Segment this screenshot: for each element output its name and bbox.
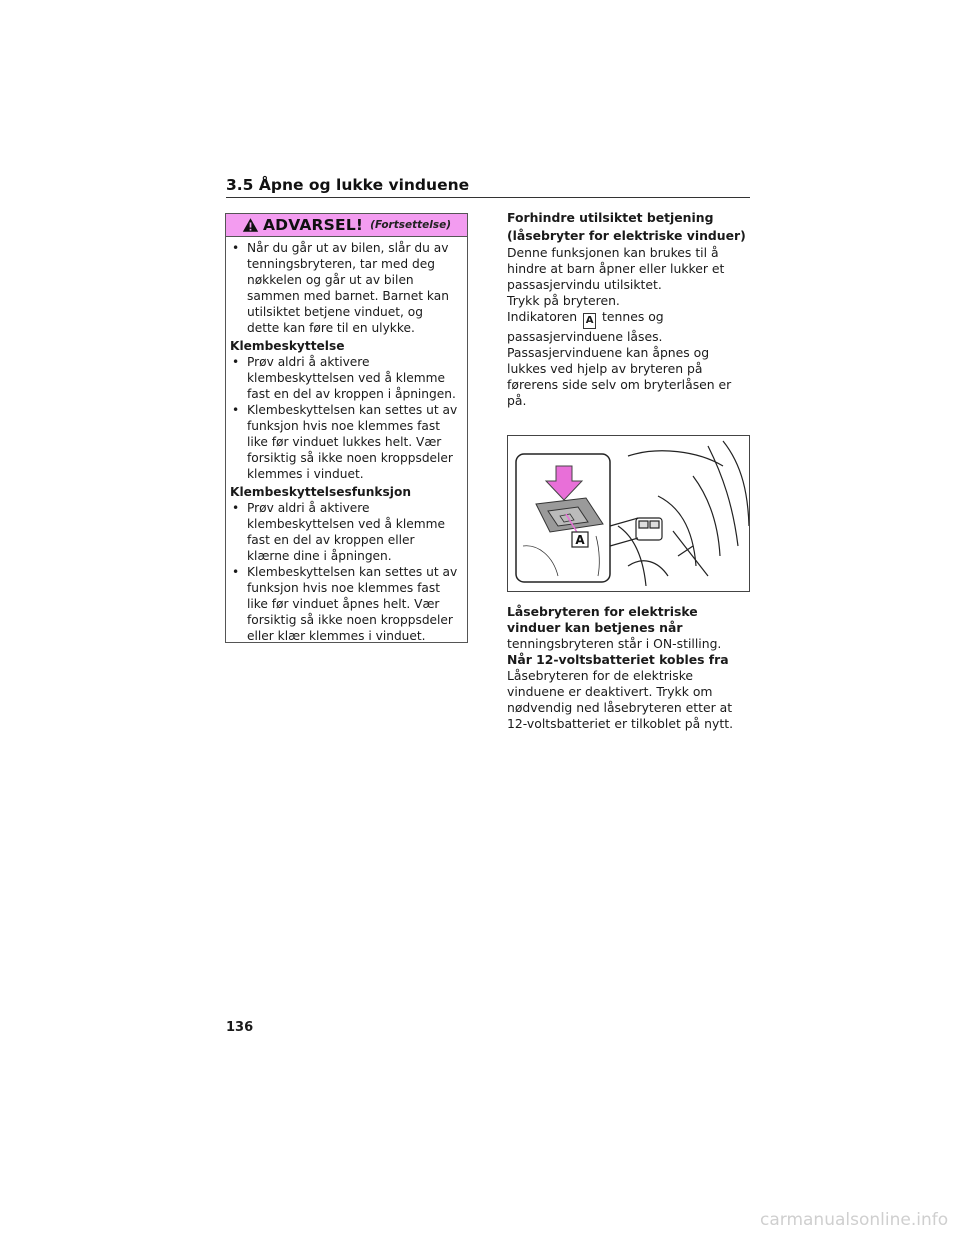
paragraph: Indikatoren A tennes og passasjervinduene låses. [507, 309, 664, 344]
list-item: • Prøv aldri å aktivere klembeskyttelsen ved å klemme fast en del av kroppen i åpningen. [232, 355, 456, 401]
right-column [507, 209, 751, 409]
section-title: Klembeskyttelse [230, 339, 345, 353]
section-heading: Låsebryteren for elektriske vinduer kan betjenes når [507, 604, 698, 635]
section-title: Klembeskyttelsesfunksjon [230, 485, 411, 499]
section-heading: Forhindre utilsiktet betjening (låsebryter for elektriske vinduer) [507, 210, 746, 243]
list-item: • Når du går ut av bilen, slår du av tenningsbryteren, tar med deg nøkkelen og går ut av bilen sammen med barnet. Barnet kan utilsiktet betjene vinduet, og dette kan føre til en ulykke. [232, 241, 449, 335]
watermark: carmanualsonline.info [760, 1210, 949, 1230]
figure-label: A [575, 533, 585, 547]
paragraph: Denne funksjonen kan brukes til å hindre at barn åpner eller lukker et passasjervindu utilsiktet. [507, 245, 725, 292]
warning-header [226, 214, 467, 237]
list-item: • Prøv aldri å aktivere klembeskyttelsen ved å klemme fast en del av kroppen eller klærne dine i åpningen. [232, 501, 445, 563]
paragraph: Låsebryteren for de elektriske vinduene er deaktivert. Trykk om nødvendig ned låsebryteren etter at 12-voltsbatteriet er tilkoblet på nytt. [507, 668, 734, 731]
section-heading: Når 12-voltsbatteriet kobles fra [507, 652, 729, 667]
list-item: • Klembeskyttelsen kan settes ut av funksjon hvis noe klemmes fast like før vinduet lukkes helt. Vær forsiktig så ikke noen kroppsdeler klemmes i vinduet. [232, 403, 458, 481]
warning-box [225, 213, 468, 643]
page-header: 3.5 Åpne og lukke vinduene [226, 176, 750, 198]
paragraph: Passasjervinduene kan åpnes og lukkes ved hjelp av bryteren på førerens side selv om bryterlåsen er på. [507, 345, 732, 408]
warning-title: ADVARSEL! [262, 216, 364, 234]
door-panel-illustration [508, 436, 749, 591]
switch-illustration [507, 435, 750, 592]
paragraph: Trykk på bryteren. [507, 293, 620, 308]
indicator-label: A [583, 313, 596, 329]
warning-subtitle: (Fortsettelse) [370, 219, 452, 231]
list-item: • Klembeskyttelsen kan settes ut av funksjon hvis noe klemmes fast like før vinduet åpnes helt. Vær forsiktig så ikke noen kroppsdeler eller klær klemmes i vinduet. [232, 565, 458, 643]
paragraph: tenningsbryteren står i ON-stilling. [507, 636, 722, 651]
right-column-lower [507, 604, 751, 732]
warning-triangle-icon [242, 217, 259, 233]
page-number: 136 [226, 1020, 254, 1035]
